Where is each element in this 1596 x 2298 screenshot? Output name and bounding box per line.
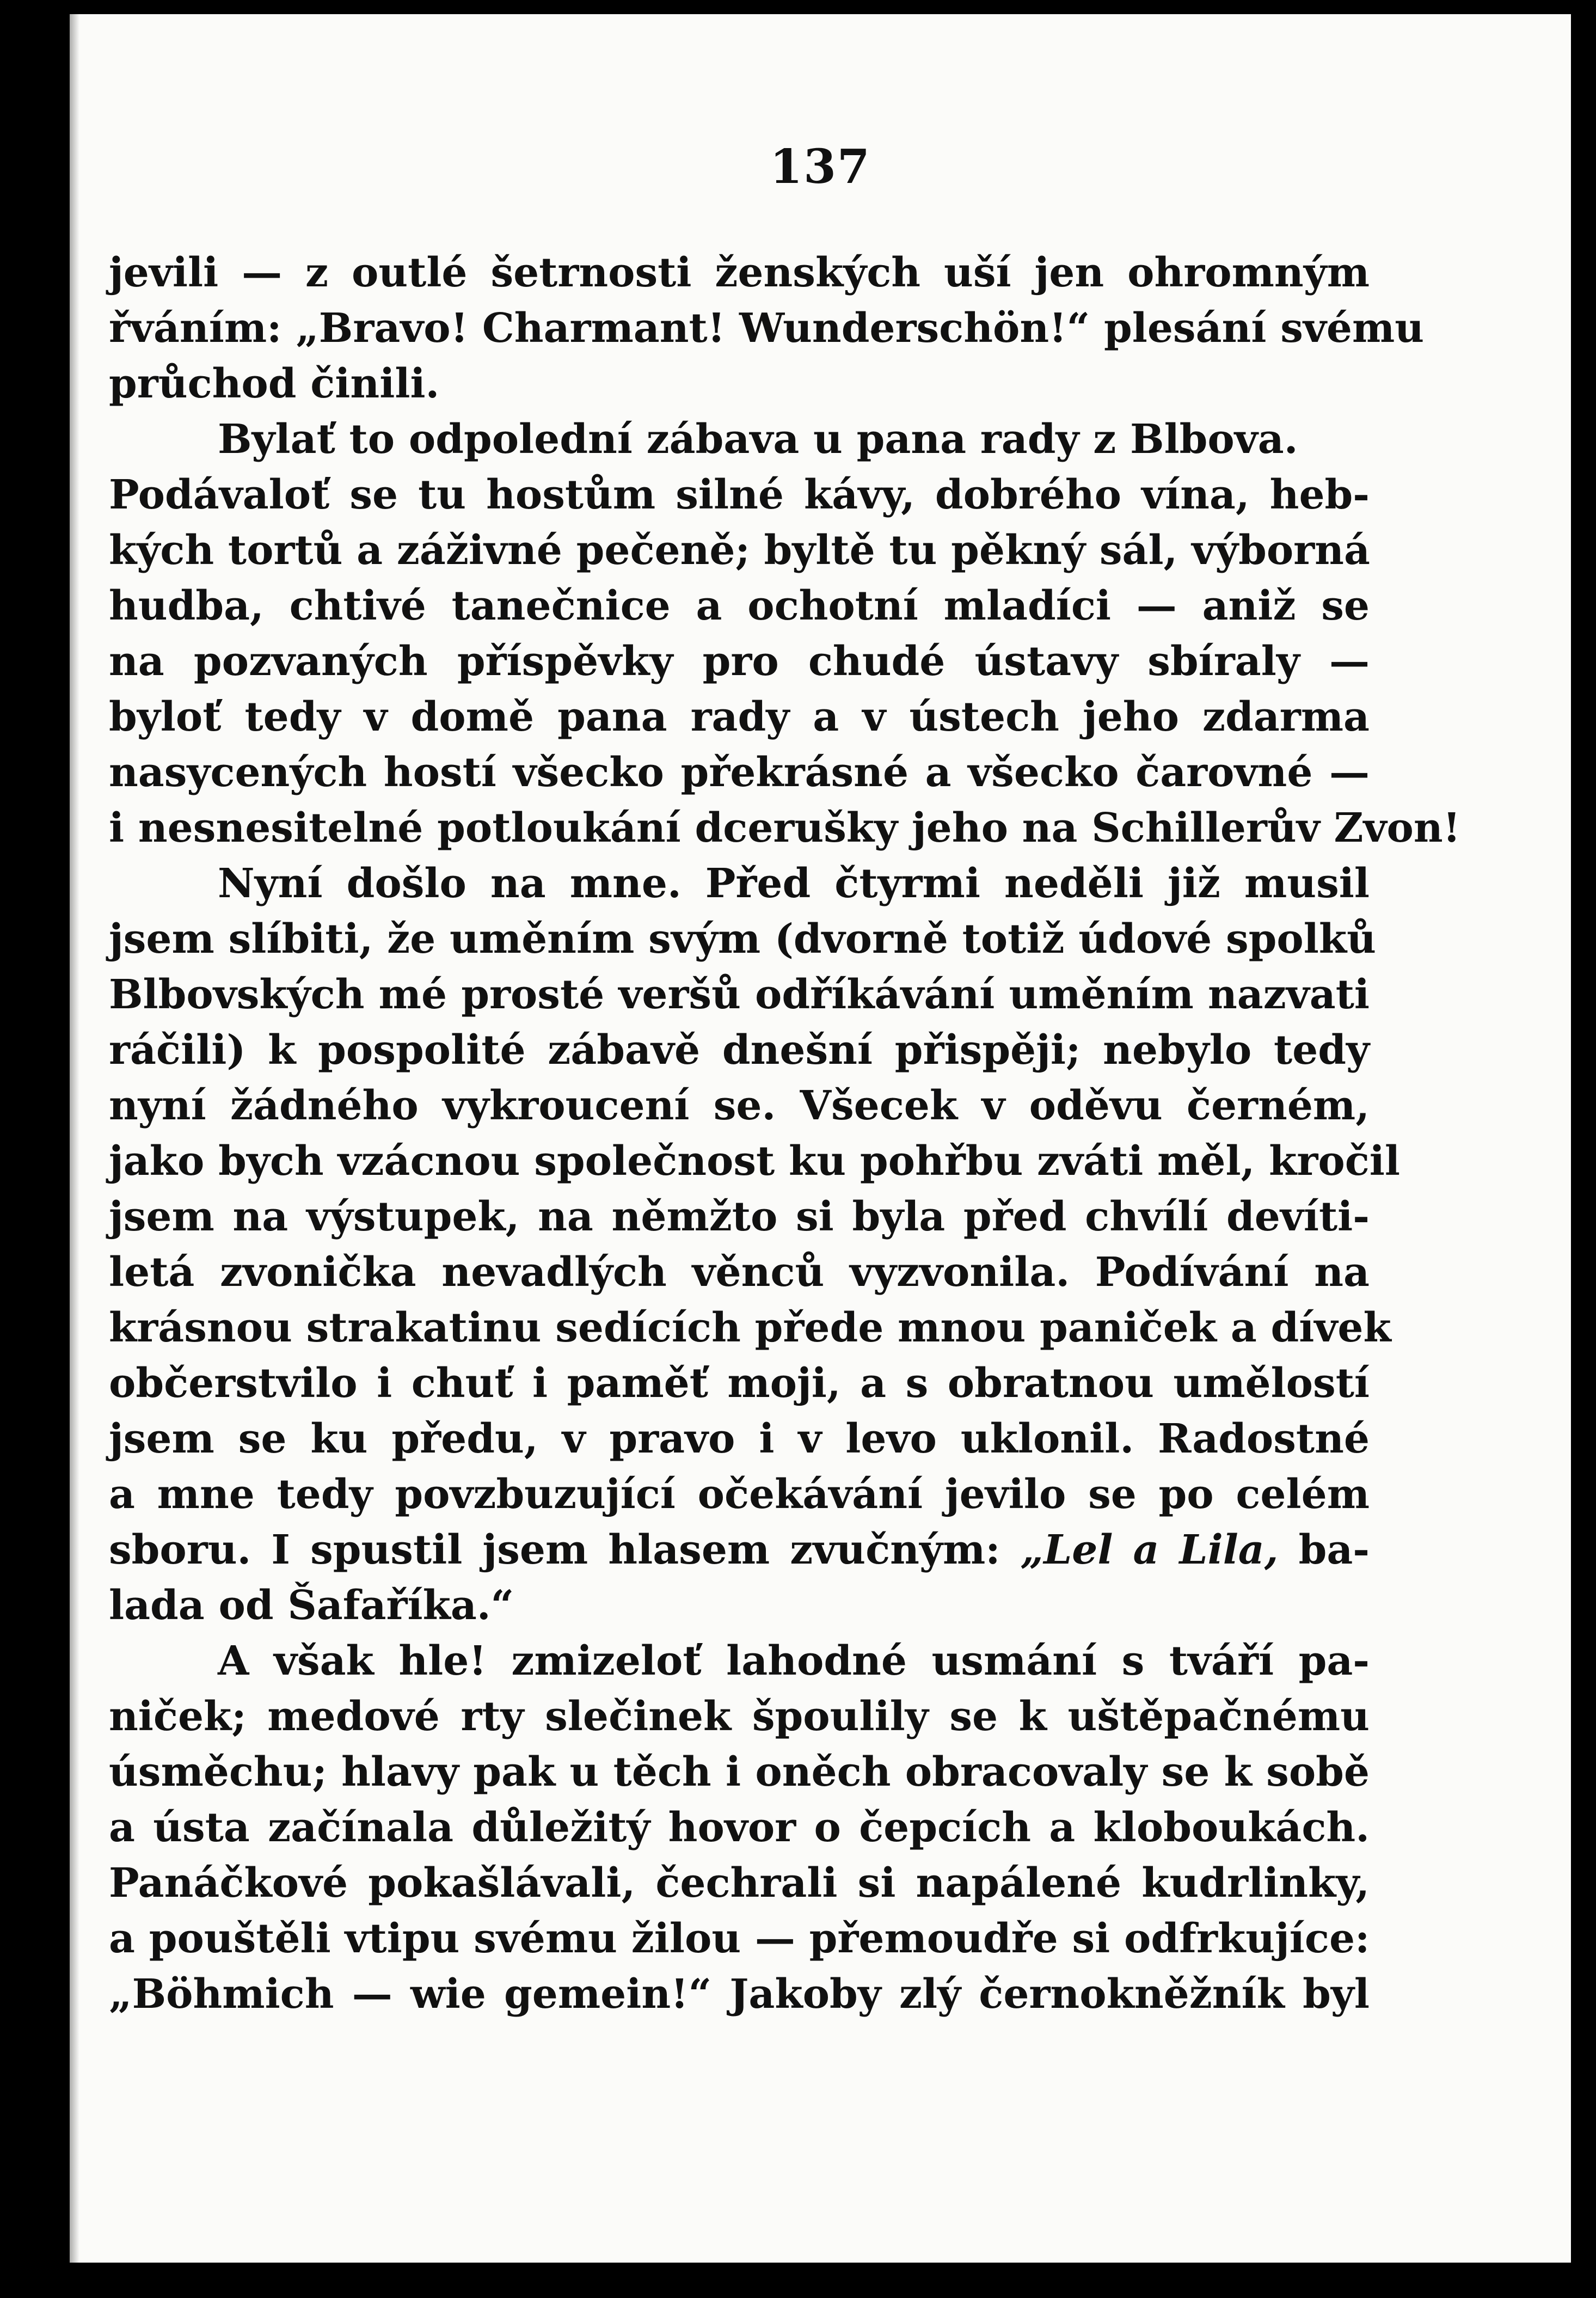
page-number: 137 xyxy=(770,139,871,194)
text-line: krásnou strakatinu sedících přede mnou paniček a dívek xyxy=(109,1304,1391,1351)
text-line: průchod činili. xyxy=(109,360,440,407)
text-line: Blbovských mé prosté veršů odříkávání uměním nazvati xyxy=(109,971,1370,1018)
text-line: jsem slíbiti, že uměním svým (dvorně totiž údové spolků xyxy=(109,916,1376,963)
text-line: Nyní došlo na mne. Před čtyrmi neděli již musil xyxy=(218,860,1370,907)
italic-title: „Lel a Lila, xyxy=(1020,1527,1279,1573)
text-line: a mne tedy povzbuzující očekávání jevilo se po celém xyxy=(109,1471,1370,1518)
text-line: řváním: „Bravo! Charmant! Wunderschön!“ plesání svému xyxy=(109,305,1425,352)
text-line: Panáčkové pokašlávali, čechrali si napálené kudrlinky, xyxy=(109,1860,1370,1907)
text-line: jsem na výstupek, na němžto si byla před chvílí devíti- xyxy=(109,1193,1370,1240)
text-line: lada od Šafaříka.“ xyxy=(109,1582,514,1629)
text-line: úsměchu; hlavy pak u těch i oněch obracovaly se k sobě xyxy=(109,1749,1370,1795)
text-line: jevili — z outlé šetrnosti ženských uší jen ohromným xyxy=(109,249,1370,296)
text-line: i nesnesitelné potloukání dcerušky jeho na Schillerův Zvon! xyxy=(109,805,1461,851)
text-line: a pouštěli vtipu svému žilou — přemoudře si odfrkujíce: xyxy=(109,1915,1370,1962)
page-gutter-shadow xyxy=(70,14,79,2263)
text-line: jsem se ku předu, v pravo i v levo uklonil. Radostné xyxy=(109,1415,1370,1462)
text-line: kých tortů a záživné pečeně; byltě tu pěkný sál, výborná xyxy=(109,527,1370,574)
book-page xyxy=(70,14,1571,2263)
text-line: na pozvaných příspěvky pro chudé ústavy sbíraly — xyxy=(109,638,1370,685)
text-line: „Böhmich — wie gemein!“ Jakoby zlý černokněžník byl xyxy=(109,1971,1370,2018)
text-line: nasycených hostí všecko překrásné a všecko čarovné — xyxy=(109,749,1370,796)
text-line: letá zvonička nevadlých věnců vyzvonila. Podívání na xyxy=(109,1249,1370,1296)
text-line: Podávaloť se tu hostům silné kávy, dobrého vína, heb- xyxy=(109,471,1370,518)
body-text xyxy=(109,245,1461,2022)
text-line: A však hle! zmizeloť lahodné usmání s tváří pa- xyxy=(218,1638,1370,1684)
text-line: niček; medové rty slečinek špoulily se k uštěpačnému xyxy=(109,1693,1370,1740)
text-line: nyní žádného vykroucení se. Všecek v oděvu černém, xyxy=(109,1082,1370,1129)
text-line: byloť tedy v domě pana rady a v ústech jeho zdarma xyxy=(109,694,1370,740)
text-line: občerstvilo i chuť i paměť moji, a s obratnou umělostí xyxy=(109,1360,1370,1407)
text-line-mixed xyxy=(109,1522,1370,1578)
text-segment: sboru. I spustil jsem hlasem zvučným: xyxy=(109,1527,1000,1573)
text-line: Bylať to odpolední zábava u pana rady z Blbova. xyxy=(218,416,1298,463)
text-line: ráčili) k pospolité zábavě dnešní přispěji; nebylo tedy xyxy=(109,1027,1370,1074)
text-segment: ba- xyxy=(1298,1527,1370,1573)
text-line: jako bych vzácnou společnost ku pohřbu zváti měl, kročil xyxy=(109,1138,1400,1185)
text-line: hudba, chtivé tanečnice a ochotní mladíci — aniž se xyxy=(109,583,1370,629)
text-line: a ústa začínala důležitý hovor o čepcích a kloboukách. xyxy=(109,1804,1370,1851)
